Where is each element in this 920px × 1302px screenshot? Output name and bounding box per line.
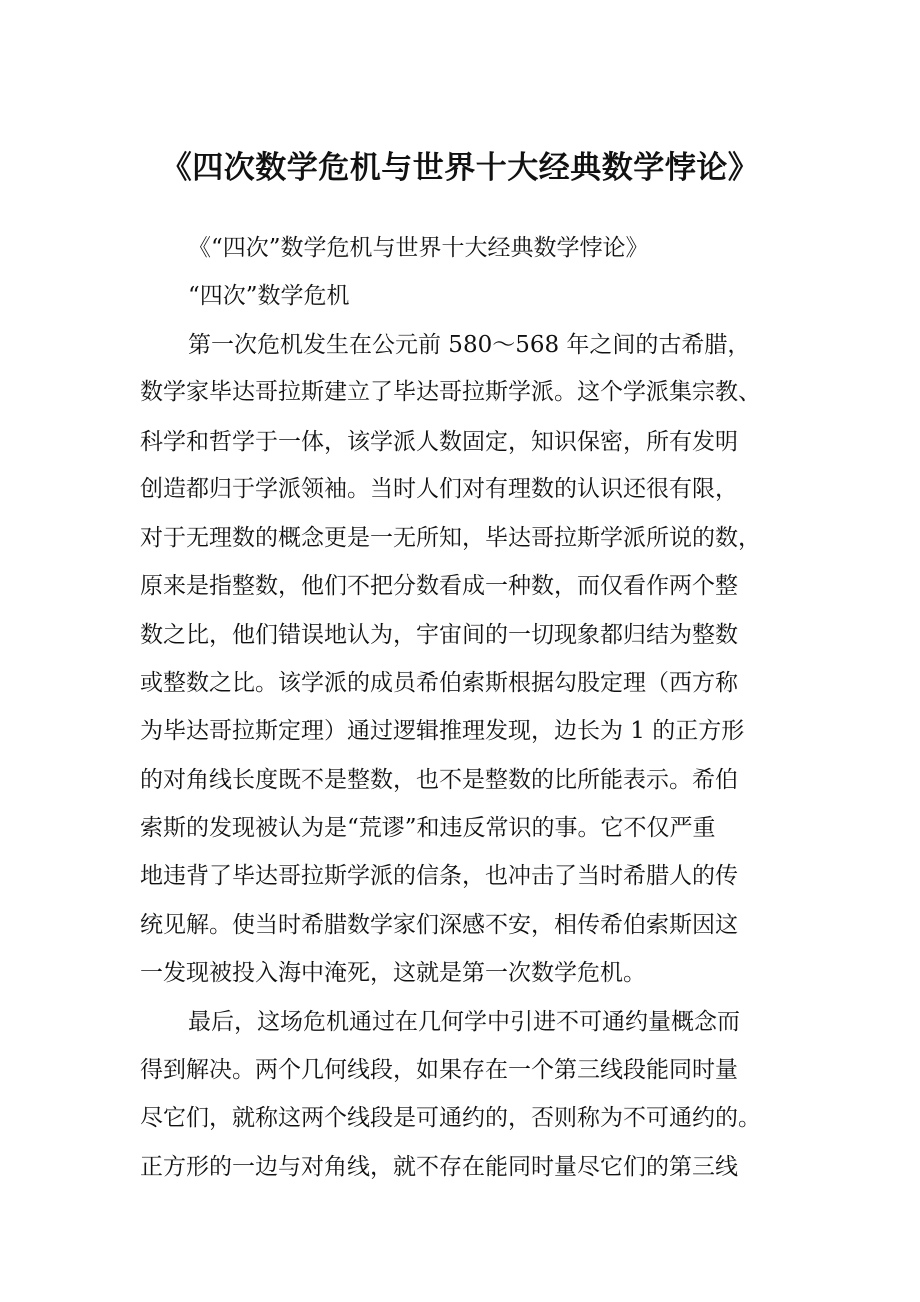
paragraph-line: 正方形的一边与对角线，就不存在能同时量尽它们的第三线 xyxy=(140,1154,738,1180)
paragraph-line: 地违背了毕达哥拉斯学派的信条，也冲击了当时希腊人的传 xyxy=(140,863,738,889)
paragraph-line: 对于无理数的概念更是一无所知，毕达哥拉斯学派所说的数， xyxy=(140,525,761,551)
subtitle: 《“四次”数学危机与世界十大经典数学悖论》 xyxy=(188,235,649,261)
paragraph-line: 为毕达哥拉斯定理）通过逻辑推理发现，边长为 1 的正方形 xyxy=(140,718,745,744)
paragraph-line: 科学和哲学于一体，该学派人数固定，知识保密，所有发明 xyxy=(140,429,738,455)
paragraph-line: 第一次危机发生在公元前 580～568 年之间的古希腊， xyxy=(188,332,751,358)
paragraph-line: 数学家毕达哥拉斯建立了毕达哥拉斯学派。这个学派集宗教、 xyxy=(140,379,761,405)
paragraph-line: 统见解。使当时希腊数学家们深感不安，相传希伯索斯因这 xyxy=(140,912,738,938)
paragraph-line: 索斯的发现被认为是“荒谬”和违反常识的事。它不仅严重 xyxy=(140,815,716,841)
section-heading: “四次”数学危机 xyxy=(188,283,350,309)
paragraph-line: 最后，这场危机通过在几何学中引进不可通约量概念而 xyxy=(188,1009,740,1035)
paragraph-line: 创造都归于学派领袖。当时人们对有理数的认识还很有限， xyxy=(140,476,738,502)
paragraph-line: 原来是指整数，他们不把分数看成一种数，而仅看作两个整 xyxy=(140,573,738,599)
paragraph-line: 得到解决。两个几何线段，如果存在一个第三线段能同时量 xyxy=(140,1057,738,1083)
paragraph-line: 的对角线长度既不是整数，也不是整数的比所能表示。希伯 xyxy=(140,767,738,793)
paragraph-line: 尽它们，就称这两个线段是可通约的，否则称为不可通约的。 xyxy=(140,1105,761,1131)
document-title: 《四次数学危机与世界十大经典数学悖论》 xyxy=(160,150,760,186)
paragraph-line: 或整数之比。该学派的成员希伯索斯根据勾股定理（西方称 xyxy=(140,670,738,696)
paragraph-line: 一发现被投入海中淹死，这就是第一次数学危机。 xyxy=(140,960,646,986)
paragraph-line: 数之比，他们错误地认为，宇宙间的一切现象都归结为整数 xyxy=(140,622,738,648)
